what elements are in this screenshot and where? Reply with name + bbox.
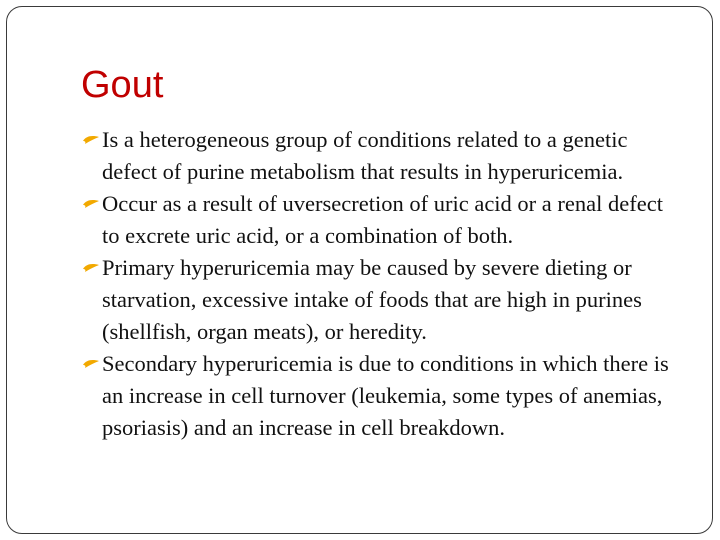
bullet-text: Is a heterogeneous group of conditions related to a genetic defect of purine metabolism that results in hyperuricemia. xyxy=(102,127,628,184)
slide-frame xyxy=(6,6,713,534)
leaf-bullet-icon xyxy=(82,263,100,273)
bullet-text: Secondary hyperuricemia is due to conditions in which there is an increase in cell turnover (leukemia, some types of anemias, psoriasis) and an increase in cell breakdown. xyxy=(102,351,669,440)
bullet-item xyxy=(81,348,681,444)
bullet-item xyxy=(81,252,681,348)
leaf-bullet-icon xyxy=(82,135,100,145)
bullet-list xyxy=(81,124,681,444)
bullet-item xyxy=(81,124,681,188)
slide-title: Gout xyxy=(81,64,164,106)
bullet-item xyxy=(81,188,681,252)
bullet-text: Primary hyperuricemia may be caused by severe dieting or starvation, excessive intake of foods that are high in purines (shellfish, organ meats), or heredity. xyxy=(102,255,642,344)
bullet-text: Occur as a result of uversecretion of uric acid or a renal defect to excrete uric acid, or a combination of both. xyxy=(102,191,663,248)
leaf-bullet-icon xyxy=(82,199,100,209)
leaf-bullet-icon xyxy=(82,359,100,369)
